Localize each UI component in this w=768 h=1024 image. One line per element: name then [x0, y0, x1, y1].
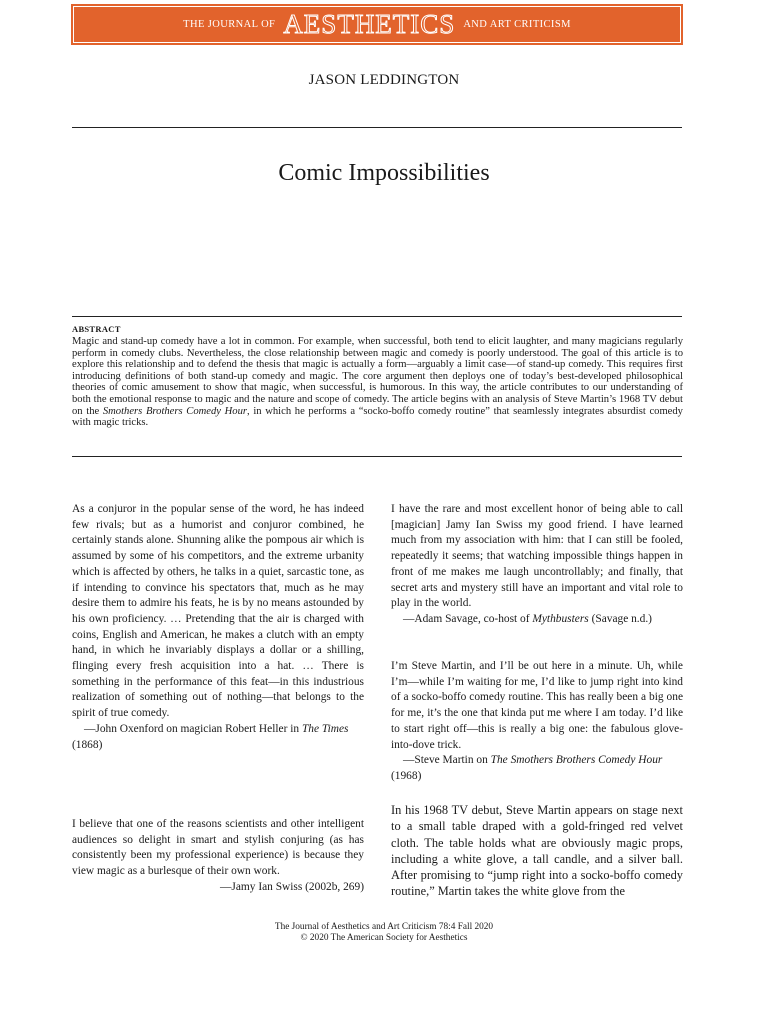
header-rule [72, 127, 682, 128]
epigraph-martin-attribution [391, 753, 683, 784]
journal-banner [71, 4, 683, 45]
epigraph-savage-attribution [391, 612, 683, 628]
abstract-top-rule [72, 316, 682, 317]
attribution-source: The Smothers Brothers Comedy Hour [490, 754, 663, 767]
abstract-text-part2: , in which he performs a “socko-boffo comedy routine” that seamlessly integrates absurdist comedy with magic tricks. [72, 405, 683, 429]
attribution-source: The Times [301, 722, 349, 735]
abstract-text [72, 336, 683, 429]
abstract-bottom-rule [72, 456, 682, 457]
epigraph-swiss-attribution: —Jamy Ian Swiss (2002b, 269) [220, 880, 364, 893]
page-footer [0, 922, 768, 944]
right-column-second [391, 659, 683, 785]
attribution-source: Mythbusters [532, 612, 589, 625]
journal-name-main: AESTHETICS [283, 9, 456, 39]
attribution-year: (Savage n.d.) [588, 612, 652, 625]
abstract-show-title: Smothers Brothers Comedy Hour [102, 405, 248, 417]
footer-citation: The Journal of Aesthetics and Art Criticism 78:4 Fall 2020 [274, 922, 494, 932]
epigraph-swiss: I believe that one of the reasons scientists and other intelligent audiences so delight in smart and stylish conjuring (as has consistently been my professional experience) is because they view magic as a burlesque of their own work. [72, 818, 364, 878]
article-author: JASON LEDDINGTON [308, 72, 460, 88]
body-paragraph: In his 1968 TV debut, Steve Martin appears on stage next to a small table draped with a gold-fringed red velvet cloth. The table holds what are obviously magic props, including a white glove, a tall candle, and a silver ball. After promising to “jump right into a socko-boffo comedy routine,” Martin takes the white glove from the [391, 803, 683, 899]
article-title: Comic Impossibilities [278, 160, 490, 186]
journal-name-suffix: AND ART CRITICISM [463, 19, 571, 30]
attribution-year: (1868) [72, 738, 103, 751]
epigraph-martin: I’m Steve Martin, and I’ll be out here in a minute. Uh, while I’m—while I’m waiting for me, I’d like to jump right into kind of a socko-boffo comedy routine. This has really been a big one for me, it’s the one that kinda put me where I am today. I’d like to start right off—this is really a big one: the fabulous glove-into-dove trick. [391, 660, 683, 751]
left-column [72, 502, 364, 753]
attribution-text: —John Oxenford on magician Robert Heller in [84, 722, 302, 735]
attribution-text: —Steve Martin on [403, 754, 491, 767]
attribution-text: —Adam Savage, co-host of [403, 612, 533, 625]
abstract-text-part1: Magic and stand-up comedy have a lot in common. For example, when successful, both tend to elicit laughter, and many magicians regularly perform in comedy clubs. Nevertheless, the close relationship between magic and comedy is poorly understood. The goal of this article is to explore this relationship and to defend the thesis that magic is actually a form—arguably a limit case—of stand-up comedy. This requires first introducing definitions of both stand-up comedy and magic. The core argument then deploys one of today’s best-developed philosophical theories of comic amusement to show that magic, when successful, is humorous. In this way, the article contributes to our understanding of both the emotional response to magic and the nature and scope of comedy. The article begins with an analysis of Steve Martin’s 1968 TV debut on the [72, 336, 683, 417]
journal-name-prefix: THE JOURNAL OF [183, 19, 276, 30]
journal-banner-frame [73, 6, 681, 43]
epigraph-oxenford-attribution [72, 722, 364, 753]
epigraph-savage: I have the rare and most excellent honor of being able to call [magician] Jamy Ian Swiss my good friend. I have learned much from my association with him: that I can still be fooled, repeatedly it seems; that watching impossible things happen in front of me makes me laugh uncontrollably; and finally, that secret arts and mystery still have an important and vital role to play in the world. [391, 503, 683, 610]
left-column-second [72, 817, 364, 896]
right-column [391, 502, 683, 628]
epigraph-oxenford: As a conjuror in the popular sense of the word, he has indeed few rivals; but as a humorist and conjuror combined, he certainly stands alone. Shunning alike the pompous air which is assumed by some of his competitors, and the extreme urbanity which is affected by others, he talks in a quiet, sarcastic tone, as if intending to convince his spectators that, much as he may desire them to admire his feats, he is by no means astounded by his own proficiency. … Pretending that the air is charged with coins, English and American, he makes a clutch with an empty hand, in which he invariably displays a dollar or a shilling, flinging every fresh acquisition into a hat. … There is something in the performance of this feat—in this industrious realization of something out of nothing—that belongs to the spirit of true comedy. [72, 503, 364, 720]
footer-copyright: © 2020 The American Society for Aesthetics [300, 933, 468, 943]
attribution-year: (1968) [391, 769, 422, 782]
abstract-heading: ABSTRACT [72, 324, 121, 334]
